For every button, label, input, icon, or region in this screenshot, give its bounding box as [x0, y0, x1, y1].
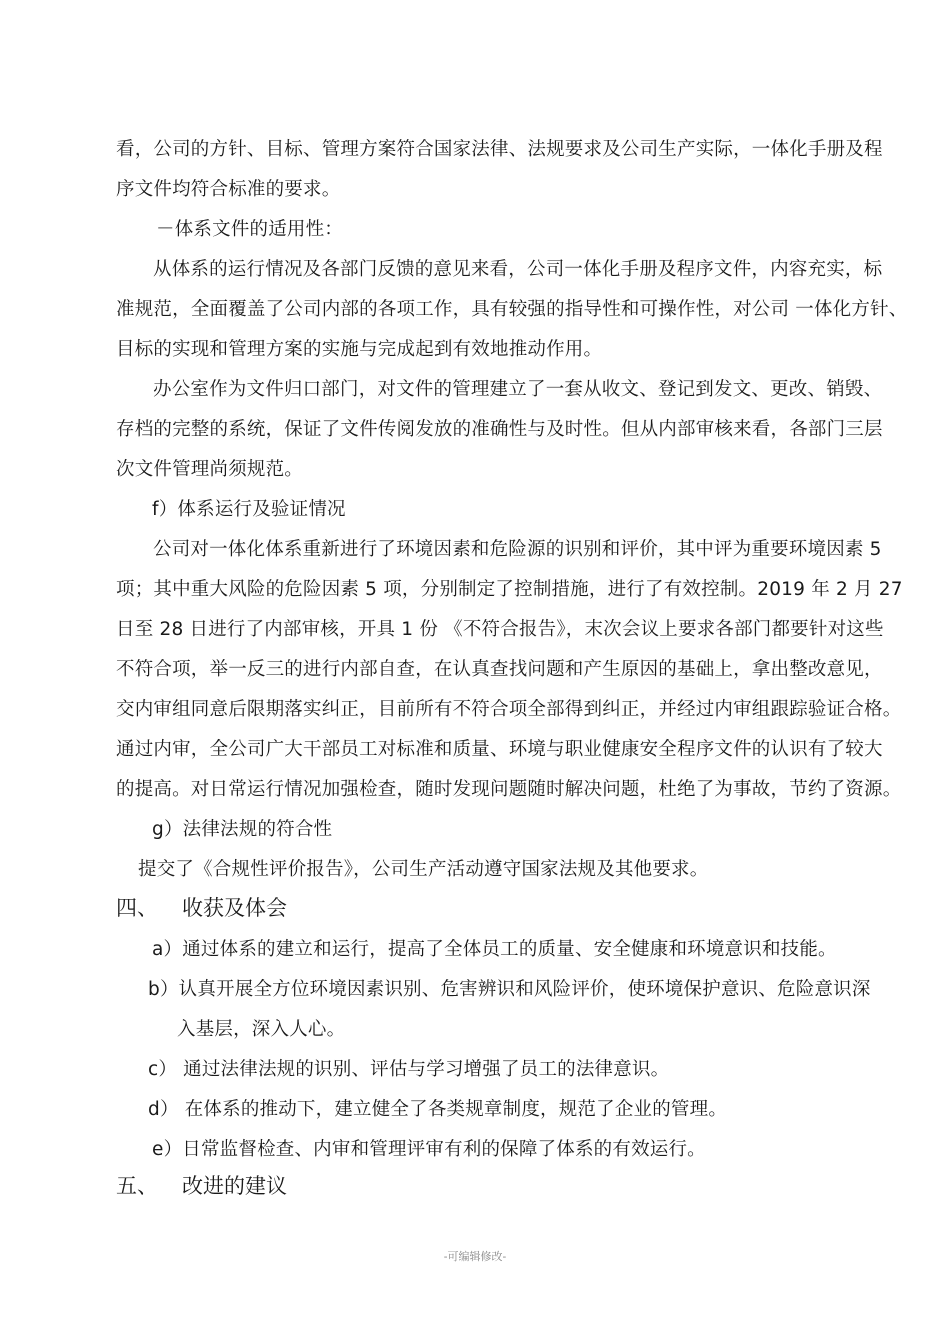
paragraph-line: 项；其中重大风险的危险因素 5 项，分别制定了控制措施，进行了有效控制。2019 年 2 月 27 [116, 579, 903, 600]
subheading-g: g）法律法规的符合性 [152, 819, 333, 840]
section-title: 收获及体会 [182, 896, 287, 920]
section-number: 五、 [116, 1174, 158, 1198]
list-item-b-continued: 入基层，深入人心。 [177, 1019, 346, 1040]
list-item-c: c） 通过法律法规的识别、评估与学习增强了员工的法律意识。 [148, 1059, 670, 1080]
paragraph-line: 的提高。对日常运行情况加强检查，随时发现问题随时解决问题，杜绝了为事故，节约了资源。 [116, 779, 902, 800]
list-item-e: e）日常监督检查、内审和管理评审有利的保障了体系的有效运行。 [152, 1139, 706, 1160]
paragraph-line: 序文件均符合标准的要求。 [116, 179, 341, 200]
paragraph-line: 办公室作为文件归口部门，对文件的管理建立了一套从收文、登记到发文、更改、销毁、 [153, 379, 883, 400]
subheading-applicability: －体系文件的适用性： [156, 219, 344, 240]
paragraph-line: 从体系的运行情况及各部门反馈的意见来看，公司一体化手册及程序文件，内容充实，标 [153, 259, 883, 280]
section-number: 四、 [116, 896, 158, 920]
list-item-b: b）认真开展全方位环境因素识别、危害辨识和风险评价，使环境保护意识、危险意识深 [148, 979, 871, 1000]
paragraph-line: 日至 28 日进行了内部审核，开具 1 份 《不符合报告》，末次会议上要求各部门都要针对这些 [116, 619, 884, 640]
paragraph-line: 目标的实现和管理方案的实施与完成起到有效地推动作用。 [116, 339, 603, 360]
subheading-f: f）体系运行及验证情况 [152, 499, 346, 520]
paragraph-line: 存档的完整的系统，保证了文件传阅发放的准确性与及时性。但从内部审核来看，各部门三层 [116, 419, 883, 440]
section-heading-4 [116, 894, 287, 922]
paragraph-line: 公司对一体化体系重新进行了环境因素和危险源的识别和评价，其中评为重要环境因素 5 [153, 539, 882, 560]
list-item-a: a）通过体系的建立和运行，提高了全体员工的质量、安全健康和环境意识和技能。 [152, 939, 837, 960]
paragraph-line: 次文件管理尚须规范。 [116, 459, 304, 480]
paragraph-line: 提交了《合规性评价报告》，公司生产活动遵守国家法规及其他要求。 [138, 859, 709, 880]
paragraph-line: 准规范，全面覆盖了公司内部的各项工作，具有较强的指导性和可操作性，对公司 一体化方针、 [116, 299, 908, 320]
paragraph-line: 看，公司的方针、目标、管理方案符合国家法律、法规要求及公司生产实际，一体化手册及程 [116, 139, 883, 160]
list-item-d: d） 在体系的推动下，建立健全了各类规章制度，规范了企业的管理。 [148, 1099, 728, 1120]
page-footer: -可编辑修改- [443, 1250, 507, 1263]
section-title: 改进的建议 [182, 1174, 287, 1198]
paragraph-line: 通过内审，全公司广大干部员工对标准和质量、环境与职业健康安全程序文件的认识有了较大 [116, 739, 883, 760]
paragraph-line: 交内审组同意后限期落实纠正，目前所有不符合项全部得到纠正，并经过内审组跟踪验证合格。 [116, 699, 902, 720]
paragraph-line: 不符合项，举一反三的进行内部自查，在认真查找问题和产生原因的基础上，拿出整改意见， [116, 659, 883, 680]
section-heading-5 [116, 1172, 287, 1200]
